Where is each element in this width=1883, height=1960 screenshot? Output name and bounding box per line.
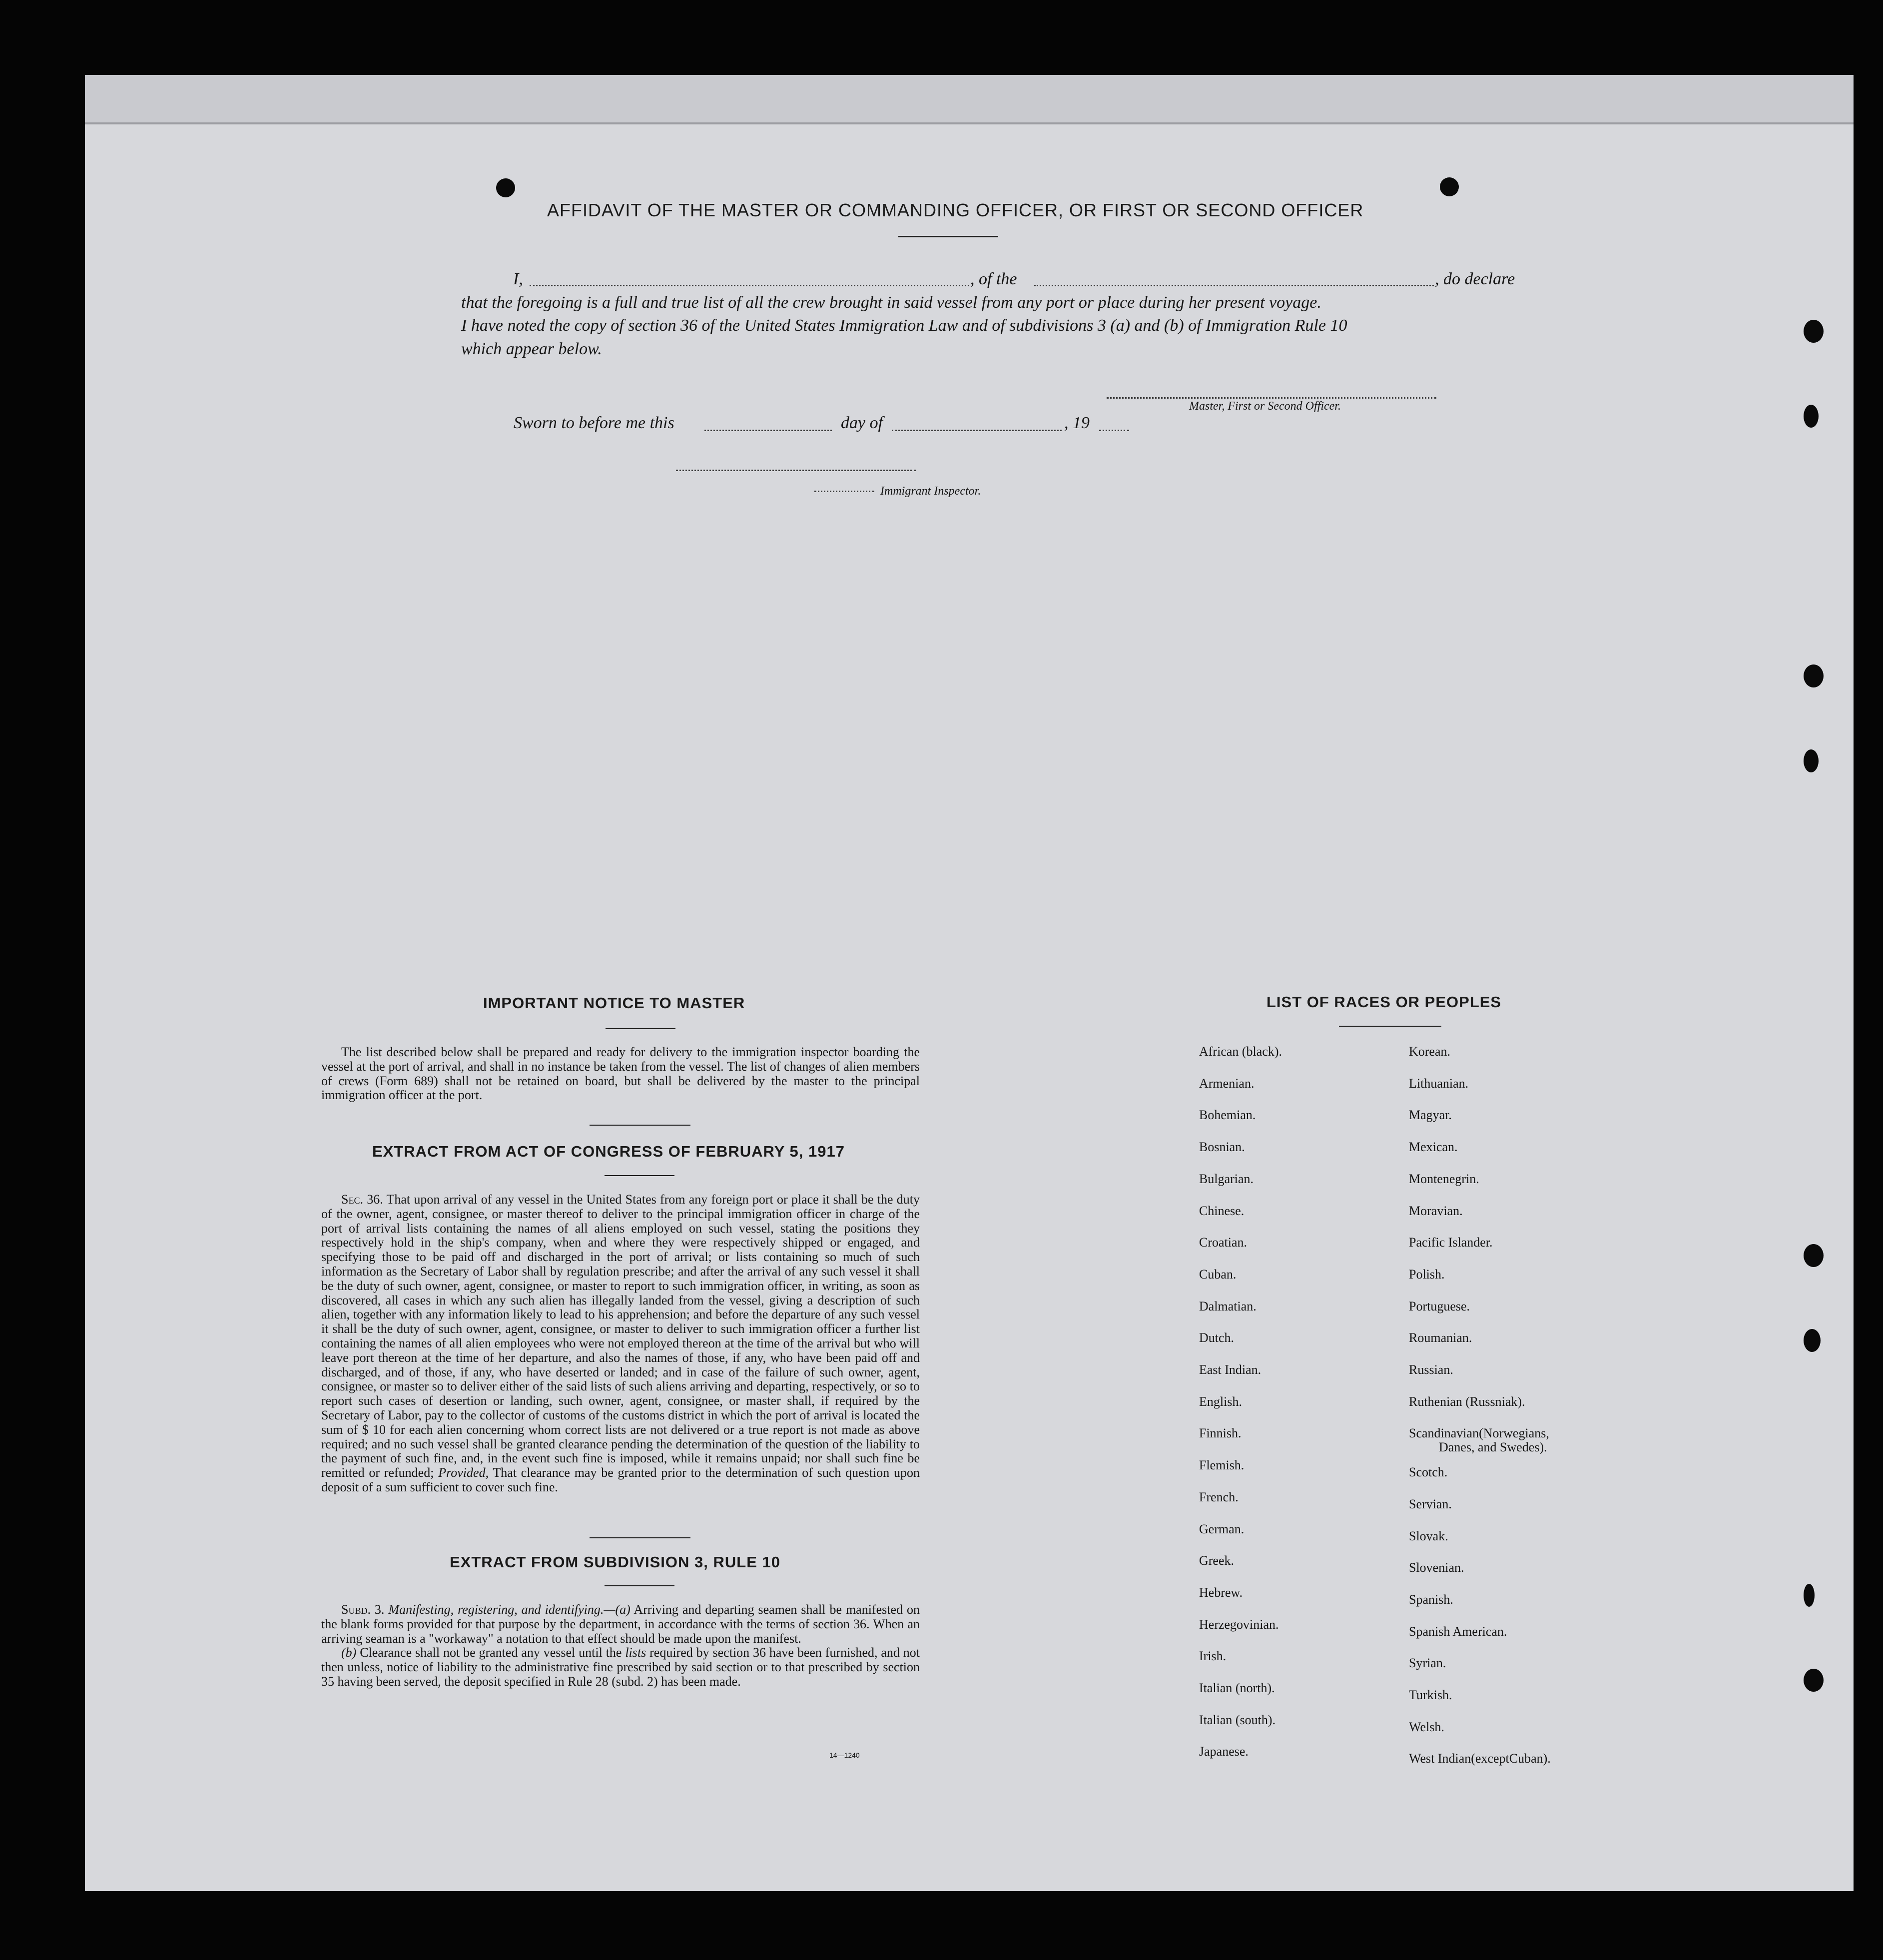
race-item: Roumanian. [1409,1330,1472,1345]
race-item: Spanish American. [1409,1624,1507,1639]
race-item: Cuban. [1199,1267,1237,1282]
race-item: Scotch. [1409,1465,1448,1480]
affidavit-title: AFFIDAVIT OF THE MASTER OR COMMANDING OFFICER, OR FIRST OR SECOND OFFICER [547,200,1364,220]
race-item: West Indian(exceptCuban). [1409,1751,1551,1766]
affidavit-declare: , do declare [1435,270,1515,288]
affidavit-of-the: , of the [970,270,1017,288]
affidavit-line4: which appear below. [461,340,602,358]
race-item: Slovak. [1409,1528,1448,1543]
inspector-signature-line-2 [814,491,874,492]
race-item: Syrian. [1409,1656,1446,1671]
day-of-text: day of [841,414,883,432]
punch-hole [1804,749,1819,772]
inspector-caption: Immigrant Inspector. [880,485,981,498]
race-item: Armenian. [1199,1076,1255,1091]
master-signature-caption: Master, First or Second Officer. [1189,400,1341,413]
notice-underline [606,1028,675,1029]
punch-hole [1440,177,1459,196]
races-title: LIST OF RACES OR PEOPLES [1266,993,1502,1011]
notice-title: IMPORTANT NOTICE TO MASTER [483,994,745,1012]
race-item: Irish. [1199,1649,1227,1664]
name-blank [530,285,969,286]
notice-text: The list described below shall be prepared and ready for delivery to the immigration inspector boarding the vessel at the port of arrival, and shall in no instance be taken from the vessel. The list of changes of alien members of crews (Form 689) shall not be retained on board, but shall be delivered by the master to the principal immigration officer at the port. [321,1045,920,1103]
punch-hole [1804,1244,1824,1267]
act-underline [605,1175,674,1176]
race-item: Chinese. [1199,1203,1245,1218]
race-item: Montenegrin. [1409,1171,1479,1186]
race-item: Italian (north). [1199,1681,1275,1695]
inspector-signature-line [676,470,916,471]
race-item: Pacific Islander. [1409,1235,1493,1250]
form-number: 14—1240 [829,1751,860,1759]
punch-hole [1804,1584,1815,1607]
rule-title: EXTRACT FROM SUBDIVISION 3, RULE 10 [450,1553,780,1571]
punch-hole [1804,320,1824,343]
rule-underline [605,1585,674,1586]
year-text: , 19 [1064,414,1090,432]
race-item: Welsh. [1409,1719,1444,1734]
race-item: Portuguese. [1409,1299,1470,1313]
race-item: Russian. [1409,1362,1453,1377]
race-item: Turkish. [1409,1688,1452,1702]
race-item: Dalmatian. [1199,1299,1256,1313]
race-item: Scandinavian(Norwegians, [1409,1426,1549,1441]
race-item: Italian (south). [1199,1712,1276,1727]
race-item: Moravian. [1409,1203,1463,1218]
month-blank [892,430,1062,431]
act-divider [590,1537,690,1538]
races-underline [1339,1026,1441,1027]
affidavit-line3: I have noted the copy of section 36 of the United States Immigration Law and of subdivisions 3 (a) and (b) of Immigration Rule 10 [461,316,1347,335]
race-item: Bosnian. [1199,1140,1245,1155]
race-item: Mexican. [1409,1140,1458,1155]
form-sheet [85,75,1854,1891]
race-item: Bohemian. [1199,1108,1256,1123]
race-item: East Indian. [1199,1362,1261,1377]
race-item: Lithuanian. [1409,1076,1469,1091]
race-item: Servian. [1409,1496,1452,1511]
affidavit-line2: that the foregoing is a full and true list of all the crew brought in said vessel from any port or place during her present voyage. [461,293,1321,312]
rule-text: Subd. 3. Manifesting, registering, and identifying.—(a) Arriving and departing seamen shall be manifested on the blank forms provided for that purpose by the department, in accordance with the terms of section 36. When an arriving seaman is a "workaway" a notation to that effect should be made upon the manifest. (b) Clearance shall not be granted any vessel until the lists required by section 36 have been furnished, and not then unless, notice of liability to the administrative fine prescribed by said section or to that prescribed by section 35 having been served, the deposit specified in Rule 28 (subd. 2) has been made. [321,1602,920,1689]
day-blank [704,430,832,431]
race-item: Korean. [1409,1044,1451,1059]
title-underline [898,236,998,237]
race-item: Hebrew. [1199,1585,1243,1600]
race-item: Greek. [1199,1553,1235,1568]
sworn-text: Sworn to before me this [514,414,674,432]
race-item: English. [1199,1394,1242,1409]
race-item: Magyar. [1409,1108,1452,1123]
race-item: Bulgarian. [1199,1171,1254,1186]
punch-hole [1804,1669,1824,1692]
year-blank [1099,430,1129,431]
race-item-continued: Danes, and Swedes). [1439,1440,1547,1455]
master-signature-line [1107,397,1436,399]
race-item: Slovenian. [1409,1560,1464,1575]
race-item: African (black). [1199,1044,1282,1059]
race-item: Spanish. [1409,1592,1453,1607]
punch-hole [1804,405,1819,428]
affidavit-i: I, [513,270,523,288]
race-item: Flemish. [1199,1458,1245,1473]
notice-divider [590,1125,690,1126]
vessel-blank [1034,285,1434,286]
race-item: French. [1199,1489,1239,1504]
punch-hole [1804,664,1824,687]
race-item: Polish. [1409,1267,1445,1282]
race-item: Finnish. [1199,1426,1242,1441]
punch-hole [1804,1329,1821,1352]
act-text: Sec. 36. That upon arrival of any vessel in the United States from any foreign port or place it shall be the duty of the owner, agent, consignee, or master thereof to deliver to the principal immigration officer in charge of the port of arrival lists containing the names of all aliens employed on such vessel, stating the positions they respectively hold in the ship's company, when and where they were respectively shipped or engaged, and specifying those to be paid off and discharged in the port of arrival; or lists containing so much of such information as the Secretary of Labor shall by regulation prescribe; and after the arrival of any such vessel it shall be the duty of such owner, agent, consignee, or master to report to such immigration officer, in writing, as soon as discovered, all cases in which any such alien has illegally landed from the vessel, giving a description of such alien, together with any information likely to lead to his apprehension; and before the departure of any such vessel it shall be the duty of such owner, agent, consignee, or master to deliver to such immigration officer a further list containing the names of all alien employees who were not employed thereon at the time of the arrival but who will leave port thereon at the time of her departure, and also the names of those, if any, who have been paid off and discharged, and of those, if any, who have deserted or landed; and in case of the failure of such owner, agent, consignee, or master so to deliver either of the said lists of such aliens arriving and departing, respectively, or so to report such cases of desertion or landing, such owner, agent, consignee, or master shall, if required by the Secretary of Labor, pay to the collector of customs of the customs district in which the port of arrival is located the sum of $ 10 for each alien concerning whom correct lists are not delivered or a true report is not made as above required; and no such vessel shall be granted clearance pending the determination of the question of the liability to the payment of such fine, and, in the event such fine is imposed, while it remains unpaid; nor shall such fine be remitted or refunded; Provided, That clearance may be granted prior to the determination of such question upon deposit of a sum sufficient to cover such fine. [321,1192,920,1494]
race-item: Dutch. [1199,1330,1235,1345]
race-item: Ruthenian (Russniak). [1409,1394,1525,1409]
race-item: Japanese. [1199,1744,1249,1759]
punch-hole [496,178,515,197]
race-item: Croatian. [1199,1235,1248,1250]
race-item: Herzegovinian. [1199,1617,1279,1632]
binding-strip [85,75,1854,124]
race-item: German. [1199,1521,1245,1536]
act-title: EXTRACT FROM ACT OF CONGRESS OF FEBRUARY 5, 1917 [372,1143,845,1160]
